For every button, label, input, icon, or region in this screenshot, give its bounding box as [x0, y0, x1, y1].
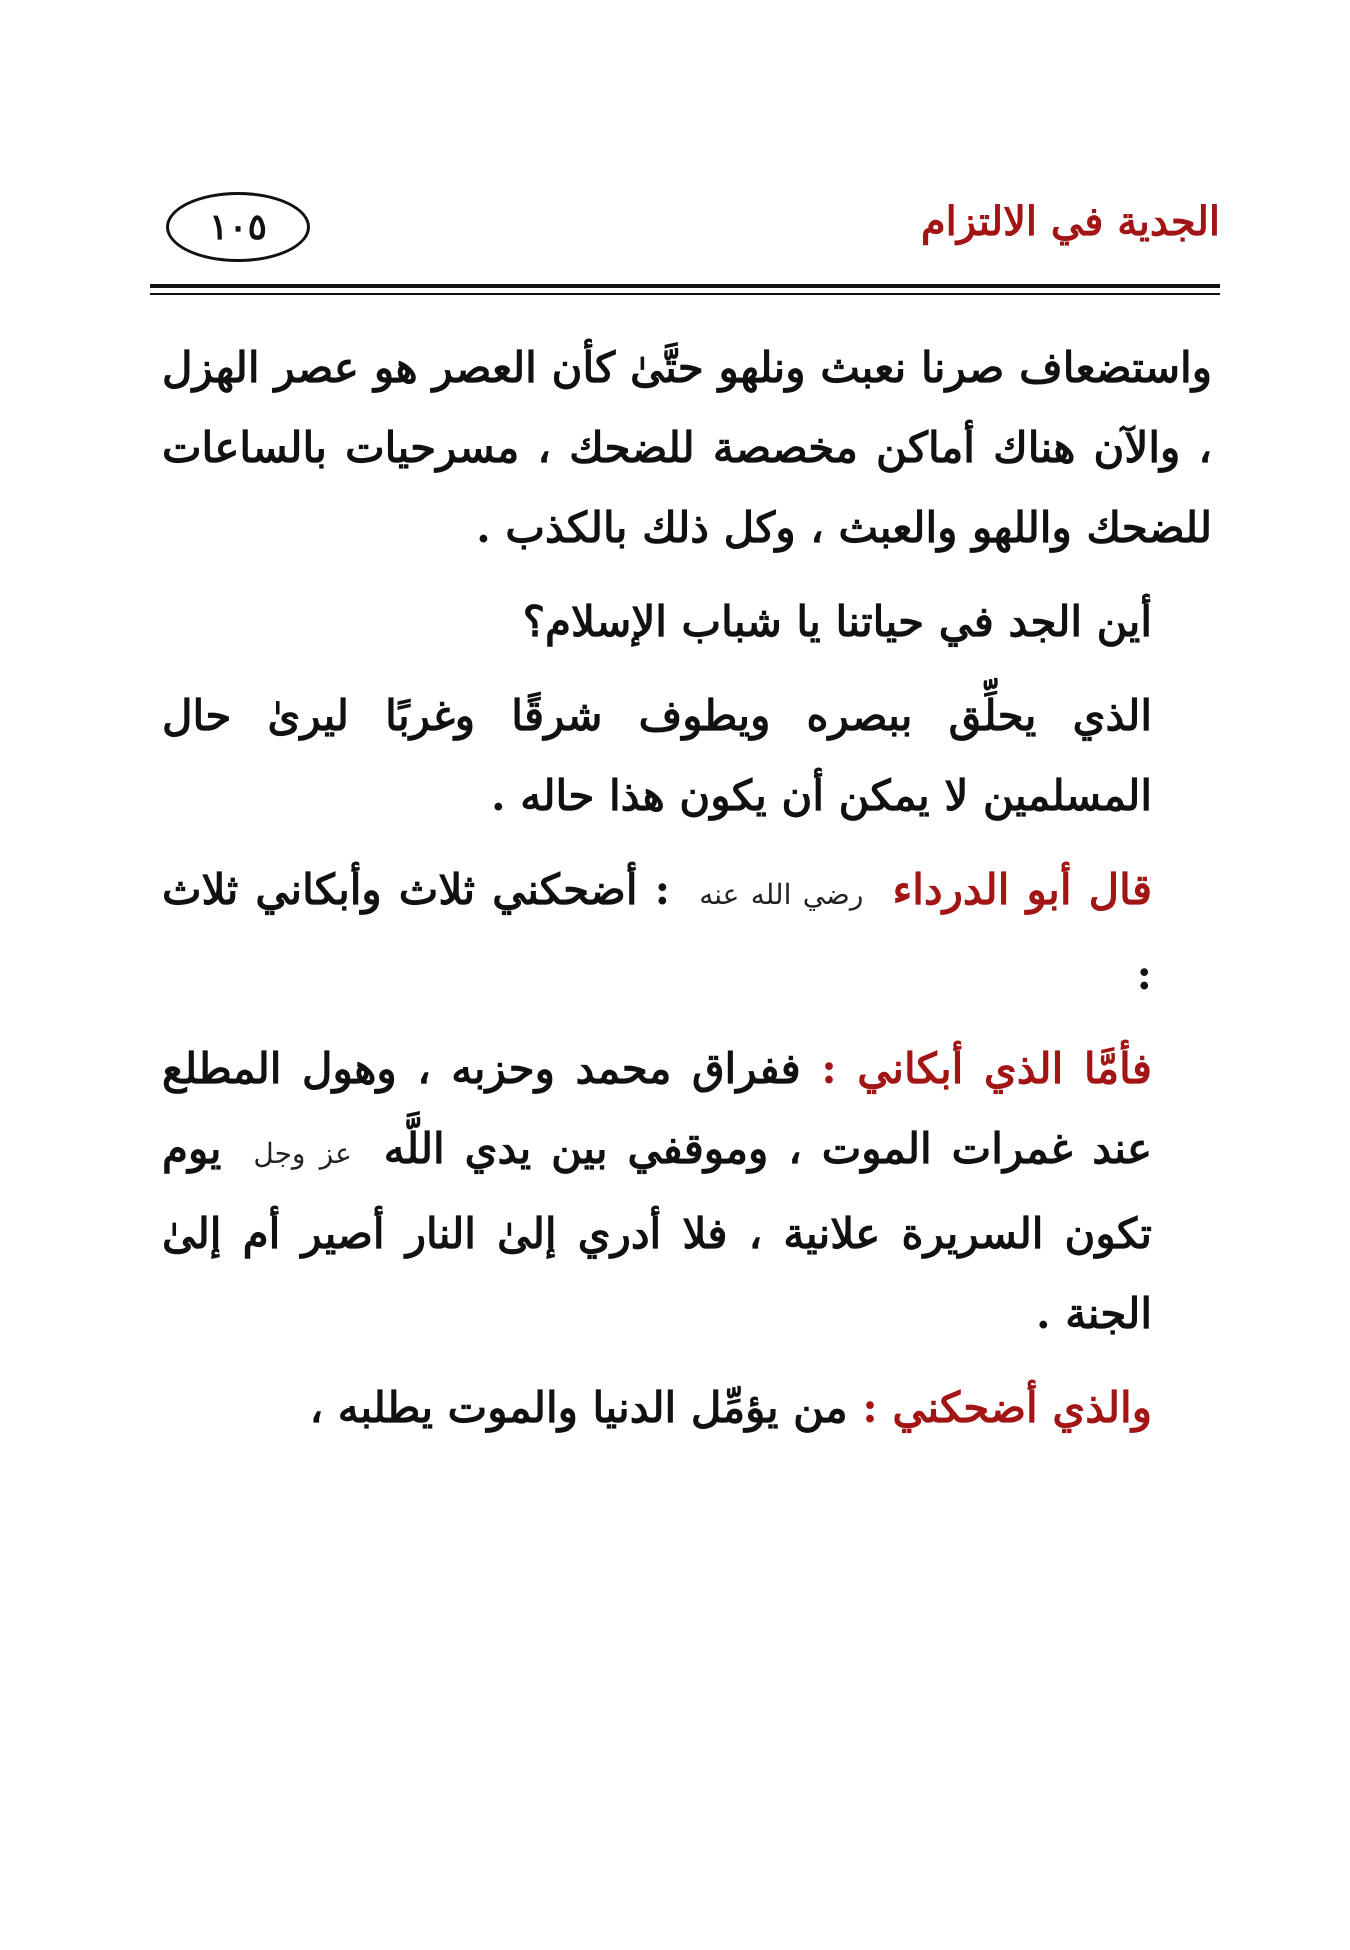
honorific-glyph: رضي الله عنه	[699, 878, 864, 911]
paragraph-4-text: : أضحكني ثلاث وأبكاني ثلاث :	[162, 865, 1152, 999]
paragraph-5-text: ففراق محمد وحزبه ، وهول المطلع عند غمرات الموت ، وموقفي بين يدي اللَّه	[162, 1044, 1153, 1173]
paragraph-6-text: من يؤمِّل الدنيا والموت يطلبه ،	[309, 1383, 848, 1432]
header-divider-thick	[150, 284, 1220, 288]
speaker-name: قال أبو الدرداء	[892, 865, 1153, 914]
paragraph-6	[162, 1368, 1212, 1448]
paragraph-2: أين الجد في حياتنا يا شباب الإسلام؟	[522, 597, 1152, 646]
paragraph-5-text-2: يوم تكون السريرة علانية ، فلا أدري إلىٰ النار أصير أم إلىٰ الجنة .	[162, 1124, 1152, 1338]
header-divider-thin	[150, 293, 1220, 295]
paragraph-6-lead: والذي أضحكني :	[862, 1383, 1152, 1432]
page-body	[162, 328, 1212, 1448]
paragraph-5-lead: فأمَّا الذي أبكاني :	[821, 1044, 1152, 1093]
page-number: ١٠٥	[166, 192, 310, 262]
chapter-title: الجدية في الالتزام	[920, 198, 1220, 245]
page-header	[150, 190, 1220, 280]
paragraph-1: واستضعاف صرنا نعبث ونلهو حتَّىٰ كأن العصر هو عصر الهزل ، والآن هناك أماكن مخصصة للضحك ، مسرحيات بالساعات للضحك واللهو والعبث ، وكل ذلك بالكذب .	[162, 343, 1212, 552]
honorific-glyph-2: عز وجل	[253, 1137, 352, 1170]
paragraph-4	[162, 850, 1212, 1015]
paragraph-3: الذي يحلِّق ببصره ويطوف شرقًا وغربًا ليرىٰ حال المسلمين لا يمكن أن يكون هذا حاله .	[162, 691, 1152, 820]
paragraph-5	[162, 1029, 1212, 1354]
